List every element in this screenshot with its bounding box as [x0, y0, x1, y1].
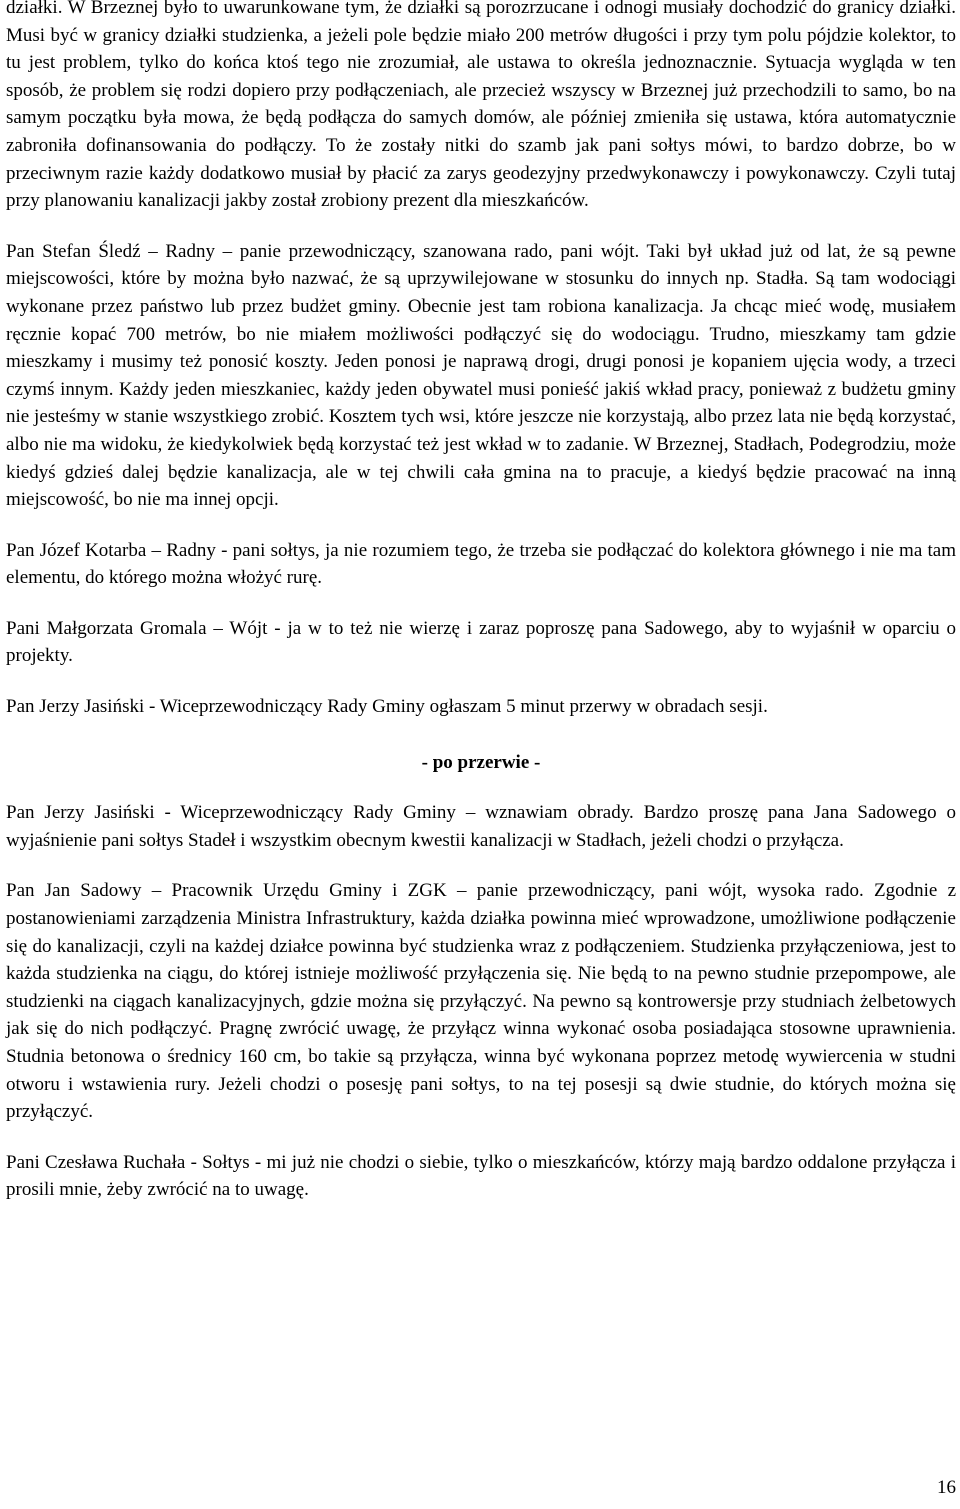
paragraph-jan-sadowy: Pan Jan Sadowy – Pracownik Urzędu Gminy i ZGK – panie przewodniczący, pani wójt, wysoka rado. Zgodnie z postanowieniami zarządzenia Ministra Infrastruktury, każda działka powinna mieć wprowadzone, umożliwione podłączenie się do kanalizacji, czyli na każdej działce powinna być studzienka wraz z podłączeniem. Studzienka przyłączeniowa, jest to każda studzienka na ciągu, do której istnieje możliwość przyłączenia się. Nie będą to na pewno studnie przepompowe, ale studzienki na ciągach kanalizacyjnych, gdzie można się przyłączyć. Na pewno są kontrowersje przy studniach żelbetowych jak się do nich podłączyć. Pragnę zwrócić uwagę, że przyłącz winna wykonać osoba posiadająca stosowne uprawnienia. Studnia betonowa o średnicy 160 cm, bo takie są przyłącza, winna być wykonana poprzez metodę wywiercenia w studni otworu i wstawienia rury. Jeżeli chodzi o posesję pani sołtys, to na tej posesji są dwie studnie, do których można się przyłączyć.: [6, 880, 956, 1123]
paragraph-stefan-sledz: Pan Stefan Śledź – Radny – panie przewodniczący, szanowana rado, pani wójt. Taki był układ już od lat, że są pewne miejscowości, które by można było nazwać, że są uprzywilejowane w stosunku do innych np. Stadła. Są tam wodociągi wykonane przez państwo lub przez budżet gminy. Obecnie jest tam robiona kanalizacja. Ja chcąc mieć wodę, musiałem ręcznie kopać 700 metrów, bo nie miałem możliwości podłączyć się do wodociągu. Trudno, mieszkamy tam gdzie mieszkamy i musimy też ponosić koszty. Jeden ponosi je naprawą drogi, drugi ponosi je kopaniem ujęcia wody, a trzeci czymś innym. Każdy jeden mieszkaniec, każdy jeden obywatel musi ponieść jakiś wkład pracy, ponieważ z budżetu gminy nie jesteśmy w stanie wszystkiego zrobić. Kosztem tych wsi, które jeszcze nie korzystają, albo przez lata nie będą korzystać, albo nie ma widoku, że kiedykolwiek będą korzystać też jest wkład w to zadanie. W Brzeznej, Stadłach, Podegrodziu, może kiedyś gdzieś dalej będzie kanalizacja, ale w tej chwili cała gmina na to pracuje, a kiedyś będzie pracować na inną miejscowość, bo nie ma innej opcji.: [6, 240, 956, 511]
paragraph-jerzy-jasinski-resume: Pan Jerzy Jasiński - Wiceprzewodniczący Rady Gminy – wznawiam obrady. Bardzo proszę pana Jana Sadowego o wyjaśnienie pani sołtys Stadeł i wszystkim obecnym kwestii kanalizacji w Stadłach, jeżeli chodzi o przyłącza.: [6, 802, 956, 851]
paragraph-jerzy-jasinski-break: Pan Jerzy Jasiński - Wiceprzewodniczący Rady Gminy ogłaszam 5 minut przerwy w obradach sesji.: [6, 696, 768, 718]
page-number: 16: [937, 1477, 956, 1498]
paragraph-brzezna-connections: działki. W Brzeznej było to uwarunkowane tym, że działki są porozrzucane i odnogi musiały dochodzić do granicy działki. Musi być w granicy działki studzienka, a jeżeli pole będzie miało 200 metrów długości i przy tym polu pójdzie kolektor, to tu jest problem, tylko do końca ktoś tego nie zrozumiał, ale ustawa to określa jednoznacznie. Sytuacja wygląda w ten sposób, że problem się rodzi dopiero przy podłączeniach, ale przecież wszyscy w Brzeznej już przechodzili to samo, bo na samym początku była mowa, że będą podłącza do samych domów, ale później zmieniła się ustawa, która automatycznie zabroniła dofinansowania do podłączy. To że zostały nitki do szamb jak pani sołtys mówi, to bardzo dobrze, bo w przeciwnym razie każdy dodatkowo musiał by płacić za zarys geodezyjny przedwykonawczy i powykonawczy. Czyli tutaj przy planowaniu kanalizacji jakby został zrobiony prezent dla mieszkańców.: [6, 0, 956, 212]
paragraph-jozef-kotarba: Pan Józef Kotarba – Radny - pani sołtys, ja nie rozumiem tego, że trzeba sie podłączać do kolektora głównego i nie ma tam elementu, do którego można włożyć rurę.: [6, 539, 956, 589]
break-heading: - po przerwie -: [421, 751, 541, 773]
paragraph-malgorzata-gromala: Pani Małgorzata Gromala – Wójt - ja w to też nie wierzę i zaraz poproszę pana Sadowego, aby to wyjaśnił w oparciu o projekty.: [6, 617, 956, 667]
paragraph-czeslawa-ruchala: Pani Czesława Ruchała - Sołtys - mi już nie chodzi o siebie, tylko o mieszkańców, którzy mają bardzo oddalone przyłącza i prosili mnie, żeby zwrócić na to uwagę.: [6, 1151, 956, 1201]
